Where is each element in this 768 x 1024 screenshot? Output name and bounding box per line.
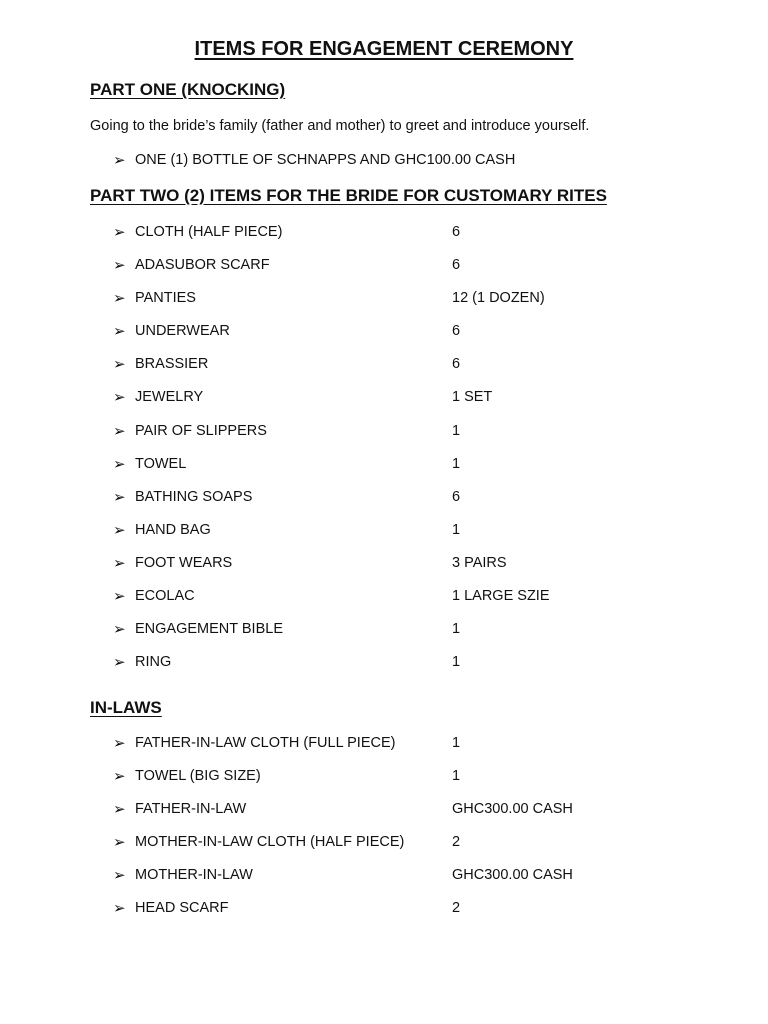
item-quantity: 1 bbox=[452, 621, 461, 637]
item-label: CLOTH (HALF PIECE) bbox=[135, 224, 283, 240]
list-item bbox=[113, 323, 673, 343]
part-one-description: Going to the bride’s family (father and mother) to greet and introduce yourself. bbox=[90, 118, 590, 134]
list-item bbox=[113, 735, 673, 755]
item-quantity: 2 bbox=[452, 834, 461, 850]
arrowhead-bullet-icon: ➢ bbox=[113, 151, 126, 169]
list-item bbox=[113, 257, 673, 277]
item-label: ONE (1) BOTTLE OF SCHNAPPS AND GHC100.00 CASH bbox=[135, 152, 516, 168]
arrowhead-bullet-icon: ➢ bbox=[113, 620, 126, 638]
item-quantity: 1 LARGE SZIE bbox=[452, 588, 550, 604]
arrowhead-bullet-icon: ➢ bbox=[113, 322, 126, 340]
arrowhead-bullet-icon: ➢ bbox=[113, 488, 126, 506]
arrowhead-bullet-icon: ➢ bbox=[113, 355, 126, 373]
arrowhead-bullet-icon: ➢ bbox=[113, 734, 126, 752]
arrowhead-bullet-icon: ➢ bbox=[113, 653, 126, 671]
list-item bbox=[113, 900, 673, 920]
arrowhead-bullet-icon: ➢ bbox=[113, 422, 126, 440]
document-title: ITEMS FOR ENGAGEMENT CEREMONY bbox=[194, 38, 574, 60]
list-item bbox=[113, 356, 673, 376]
item-label: MOTHER-IN-LAW bbox=[135, 867, 253, 883]
item-quantity: 1 bbox=[452, 522, 461, 538]
arrowhead-bullet-icon: ➢ bbox=[113, 455, 126, 473]
item-label: UNDERWEAR bbox=[135, 323, 230, 339]
list-item bbox=[113, 389, 673, 409]
arrowhead-bullet-icon: ➢ bbox=[113, 800, 126, 818]
part-one-heading: PART ONE (KNOCKING) bbox=[90, 80, 286, 99]
item-quantity: GHC300.00 CASH bbox=[452, 801, 573, 817]
item-quantity: 6 bbox=[452, 489, 461, 505]
list-item bbox=[113, 834, 673, 854]
item-quantity: 1 bbox=[452, 456, 461, 472]
arrowhead-bullet-icon: ➢ bbox=[113, 521, 126, 539]
list-item bbox=[113, 867, 673, 887]
item-quantity: 6 bbox=[452, 356, 461, 372]
item-label: TOWEL (BIG SIZE) bbox=[135, 768, 261, 784]
item-label: TOWEL bbox=[135, 456, 187, 472]
arrowhead-bullet-icon: ➢ bbox=[113, 554, 126, 572]
item-label: FATHER-IN-LAW CLOTH (FULL PIECE) bbox=[135, 735, 396, 751]
list-item bbox=[113, 489, 673, 509]
list-item bbox=[113, 522, 673, 542]
item-label: PANTIES bbox=[135, 290, 196, 306]
item-label: HEAD SCARF bbox=[135, 900, 229, 916]
list-item bbox=[113, 588, 673, 608]
item-quantity: 3 PAIRS bbox=[452, 555, 507, 571]
item-label: RING bbox=[135, 654, 172, 670]
item-quantity: 6 bbox=[452, 323, 461, 339]
arrowhead-bullet-icon: ➢ bbox=[113, 223, 126, 241]
item-quantity: 12 (1 DOZEN) bbox=[452, 290, 545, 306]
arrowhead-bullet-icon: ➢ bbox=[113, 289, 126, 307]
item-label: FATHER-IN-LAW bbox=[135, 801, 247, 817]
in-laws-heading: IN-LAWS bbox=[90, 698, 162, 717]
item-label: JEWELRY bbox=[135, 389, 204, 405]
item-label: MOTHER-IN-LAW CLOTH (HALF PIECE) bbox=[135, 834, 405, 850]
arrowhead-bullet-icon: ➢ bbox=[113, 767, 126, 785]
list-item bbox=[113, 654, 673, 674]
arrowhead-bullet-icon: ➢ bbox=[113, 388, 126, 406]
item-quantity: 1 bbox=[452, 735, 461, 751]
arrowhead-bullet-icon: ➢ bbox=[113, 866, 126, 884]
list-item bbox=[113, 423, 673, 443]
arrowhead-bullet-icon: ➢ bbox=[113, 833, 126, 851]
item-quantity: 6 bbox=[452, 257, 461, 273]
item-quantity: 1 bbox=[452, 768, 461, 784]
item-quantity: 1 bbox=[452, 423, 461, 439]
item-quantity: GHC300.00 CASH bbox=[452, 867, 573, 883]
item-label: BATHING SOAPS bbox=[135, 489, 253, 505]
item-label: FOOT WEARS bbox=[135, 555, 233, 571]
list-item bbox=[113, 555, 673, 575]
arrowhead-bullet-icon: ➢ bbox=[113, 256, 126, 274]
item-quantity: 2 bbox=[452, 900, 461, 916]
item-quantity: 6 bbox=[452, 224, 461, 240]
item-quantity: 1 SET bbox=[452, 389, 493, 405]
item-label: PAIR OF SLIPPERS bbox=[135, 423, 267, 439]
item-label: HAND BAG bbox=[135, 522, 211, 538]
list-item bbox=[113, 621, 673, 641]
arrowhead-bullet-icon: ➢ bbox=[113, 587, 126, 605]
list-item bbox=[113, 801, 673, 821]
item-label: ECOLAC bbox=[135, 588, 195, 604]
part-two-heading: PART TWO (2) ITEMS FOR THE BRIDE FOR CUSTOMARY RITES bbox=[90, 186, 607, 205]
item-quantity: 1 bbox=[452, 654, 461, 670]
arrowhead-bullet-icon: ➢ bbox=[113, 899, 126, 917]
list-item bbox=[113, 152, 673, 172]
list-item bbox=[113, 768, 673, 788]
list-item bbox=[113, 224, 673, 244]
list-item bbox=[113, 290, 673, 310]
item-label: ADASUBOR SCARF bbox=[135, 257, 270, 273]
item-label: BRASSIER bbox=[135, 356, 209, 372]
list-item bbox=[113, 456, 673, 476]
item-label: ENGAGEMENT BIBLE bbox=[135, 621, 283, 637]
